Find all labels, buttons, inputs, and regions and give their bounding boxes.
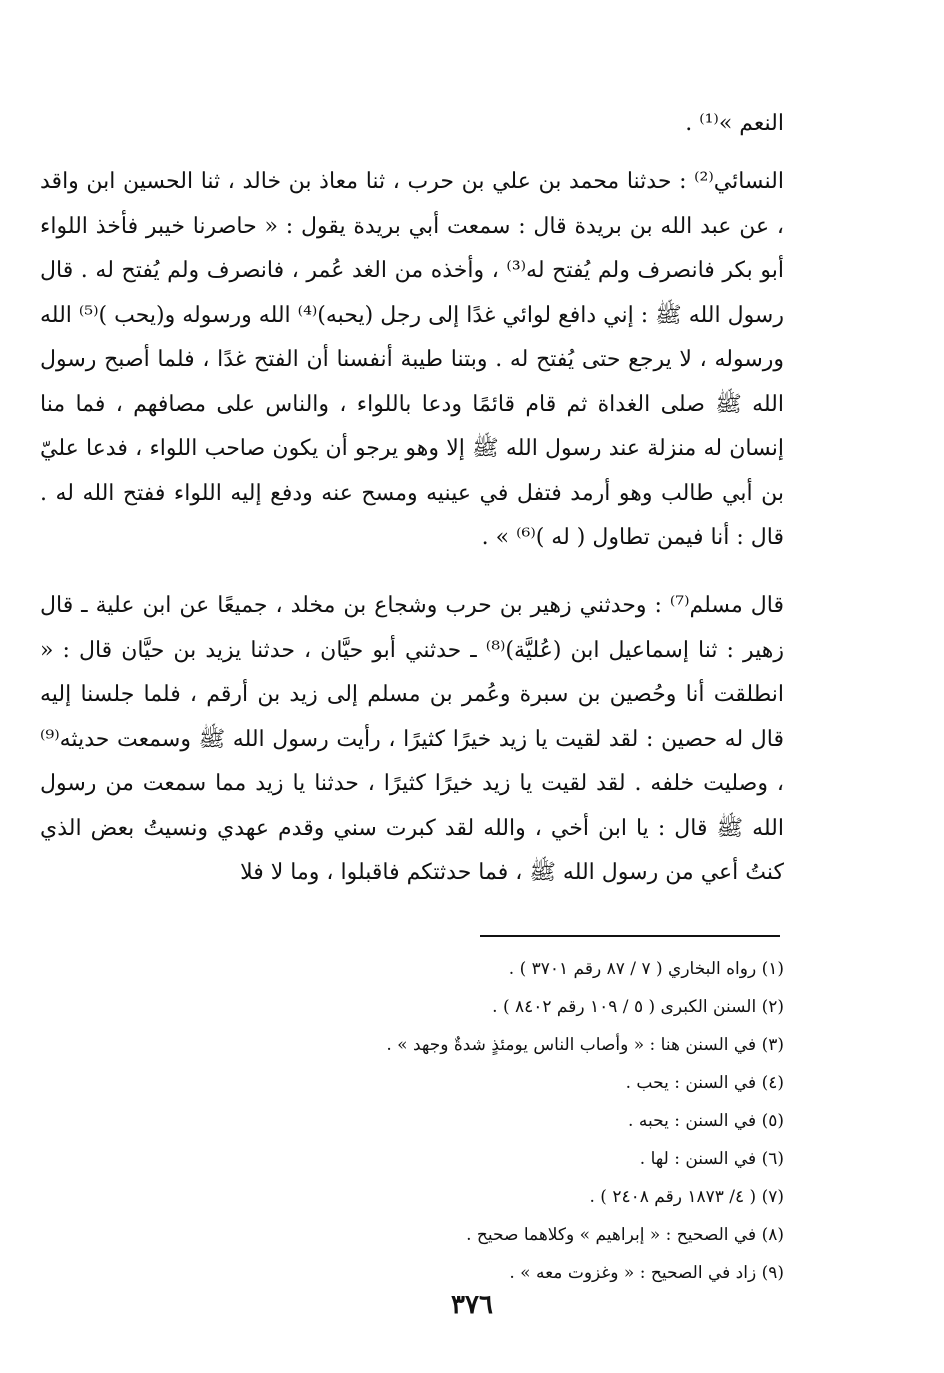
footnote-8: (٨) في الصحيح : « إبراهيم » وكلاهما صحيح . bbox=[466, 1225, 784, 1245]
footnote-4: (٤) في السنن : يحب . bbox=[625, 1073, 784, 1093]
paragraph-3: قال مسلم⁽⁷⁾ : وحدثني زهير بن حرب وشجاع بن مخلد ، جميعًا عن ابن علية ـ قال زهير : ثنا إسماعيل ابن (عُليَّة)⁽⁸⁾ ـ حدثني أبو حيَّان ، حدثنا يزيد بن حيَّان قال : « انطلقت أنا وحُصين بن سبرة وعُمر بن مسلم إلى زيد بن أرقم ، فلما جلسنا إليه قال له حصين : لقد لقيت يا زيد خيرًا كثيرًا ، رأيت رسول الله ﷺ وسمعت حديثه⁽⁹⁾ ، وصليت خلفه . لقد لقيت يا زيد خيرًا كثيرًا ، حدثنا يا زيد مما سمعت من رسول الله ﷺ قال : يا ابن أخي ، والله لقد كبرت سني وقدم عهدي ونسيتُ بعض الذي كنتُ أعي من رسول الله ﷺ ، فما حدثتكم فاقبلوا ، وما لا فلا bbox=[40, 593, 785, 885]
page-number: ٣٧٦ bbox=[451, 1290, 493, 1320]
footnote-divider bbox=[480, 935, 780, 937]
footnote-3: (٣) في السنن هنا : « وأصاب الناس يومئذٍ شدةٌ وجهد » . bbox=[386, 1035, 784, 1055]
footnotes-list bbox=[40, 950, 784, 1292]
footnote-7: (٧) ( ٤/ ١٨٧٣ رقم ٢٤٠٨ ) . bbox=[589, 1187, 784, 1207]
footnote-2: (٢) السنن الكبرى ( ٥ / ١٠٩ رقم ٨٤٠٢ ) . bbox=[492, 997, 784, 1017]
footnote-6: (٦) في السنن : لها . bbox=[639, 1149, 784, 1169]
footnote-9: (٩) زاد في الصحيح : « وغزوت معه » . bbox=[509, 1263, 784, 1283]
footnote-5: (٥) في السنن : يحبه . bbox=[628, 1111, 784, 1131]
paragraph-2: النسائي⁽²⁾ : حدثنا محمد بن علي بن حرب ، ثنا معاذ بن خالد ، ثنا الحسين ابن واقد ، عن عبد الله بن بريدة قال : سمعت أبي بريدة يقول : « حاصرنا خيبر فأخذ اللواء أبو بكر فانصرف ولم يُفتح له⁽³⁾ ، وأخذه من الغد عُمر ، فانصرف ولم يُفتح له . قال رسول الله ﷺ : إني دافع لوائي غدًا إلى رجل (يحبه)⁽⁴⁾ الله ورسوله و(يحب )⁽⁵⁾ الله ورسوله ، لا يرجع حتى يُفتح له . وبتنا طيبة أنفسنا أن الفتح غدًا ، فلما أصبح رسول الله ﷺ صلى الغداة ثم قام قائمًا ودعا باللواء ، والناس على مصافهم ، فما منا إنسان له منزلة عند رسول الله ﷺ إلا وهو يرجو أن يكون صاحب اللواء ، فدعا عليّ بن أبي طالب وهو أرمد فتفل في عينيه ومسح عنه ودفع إليه اللواء ففتح الله له . قال : أنا فيمن تطاول ( له )⁽⁶⁾ » . bbox=[40, 169, 784, 550]
paragraph-1: النعم »⁽¹⁾ . bbox=[685, 111, 784, 136]
footnote-1: (١) رواه البخاري ( ٧ / ٨٧ رقم ٣٧٠١ ) . bbox=[508, 959, 784, 979]
